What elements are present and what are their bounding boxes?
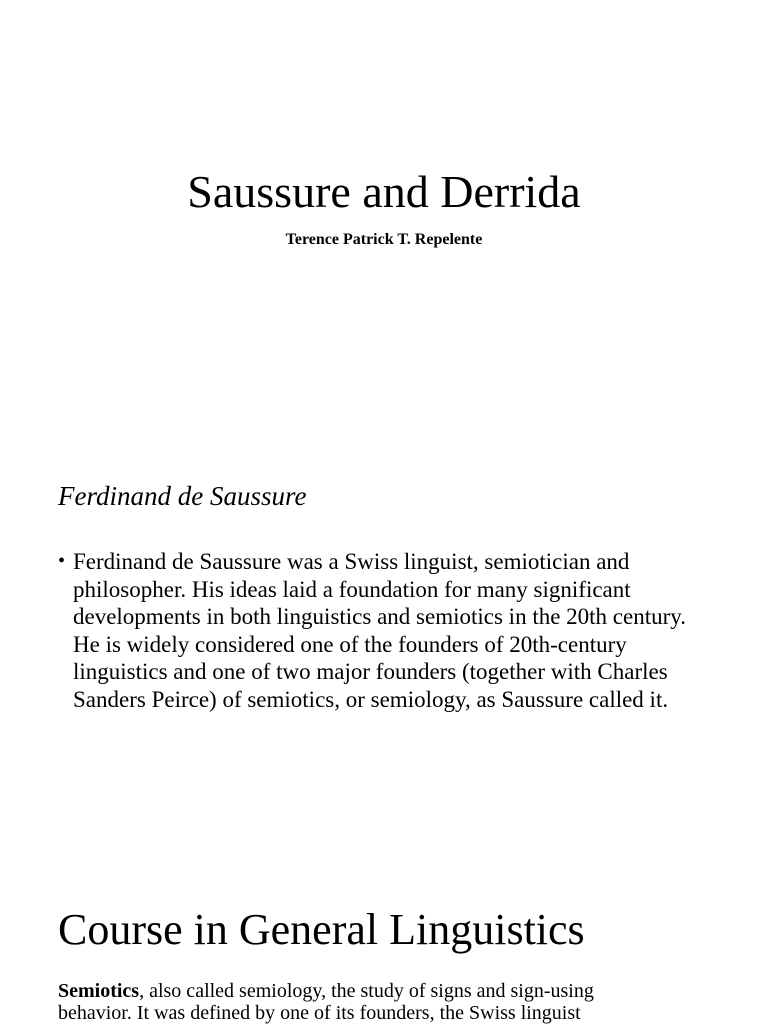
semiotics-definition: , also called semiology, the study of signs and sign-using behavior. It was defined by one of its founders, the Swiss linguist [58,980,594,1024]
course-slide [0,880,768,1024]
saussure-slide [0,440,768,880]
semiotics-paragraph [58,980,668,1024]
slide-heading-course: Course in General Linguistics [58,905,585,954]
bullet-icon: • [58,550,66,572]
slide-heading-saussure: Ferdinand de Saussure [58,481,307,511]
bullet-item [58,548,718,713]
bullet-list [58,548,718,713]
author-name: Terence Patrick T. Repelente [285,231,483,248]
semiotics-term: Semiotics [58,980,140,1002]
presentation-title: Saussure and Derrida [187,166,581,217]
title-slide [0,0,768,440]
bullet-text: Ferdinand de Saussure was a Swiss linguist, semiotician and philosopher. His ideas laid a foundation for many significant developments in both linguistics and semiotics in the 20th century. He is widely considered one of the founders of 20th-century linguistics and one of two major founders (together with Charles Sanders Peirce) of semiotics, or semiology, as Saussure called it. [73,549,687,712]
